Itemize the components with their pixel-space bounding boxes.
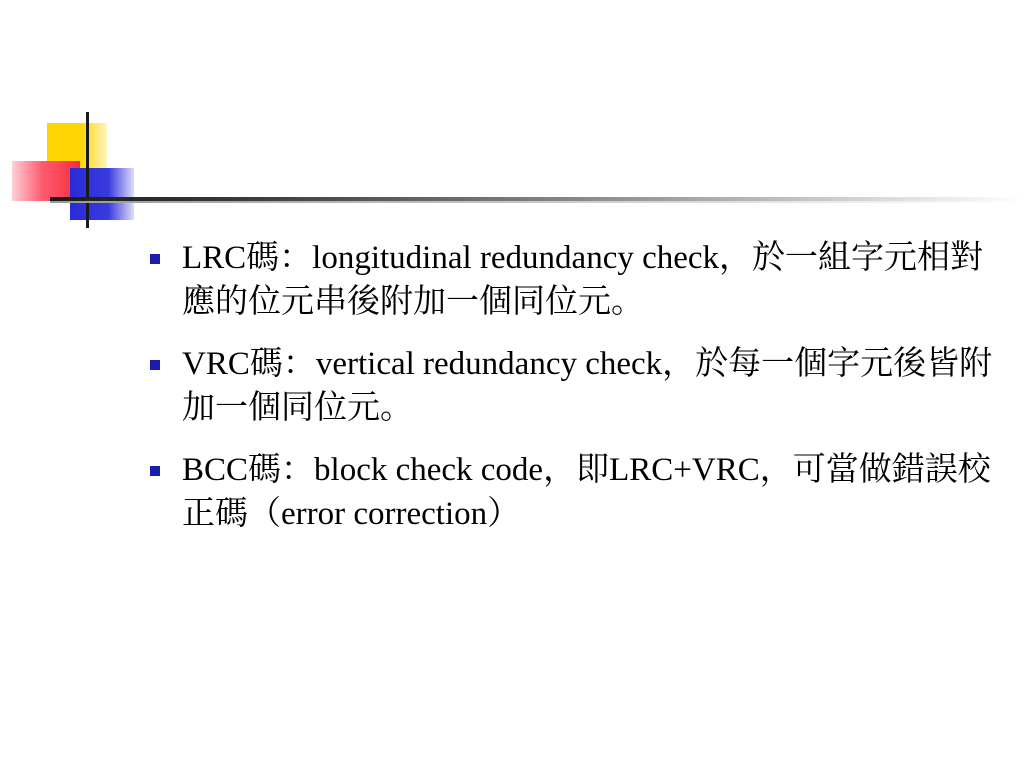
bullet-text: BCC碼：block check code，即LRC+VRC，可當做錯誤校正碼（error correction） bbox=[182, 452, 991, 532]
bullet-text: LRC碼：longitudinal redundancy check，於一組字元相對應的位元串後附加一個同位元。 bbox=[182, 240, 984, 320]
bullet-item-bcc bbox=[150, 448, 1000, 536]
title-divider-shadow bbox=[50, 201, 1024, 203]
bullet-item-vrc bbox=[150, 342, 1000, 430]
logo-vertical-line bbox=[86, 112, 89, 228]
bullet-list bbox=[150, 236, 1000, 554]
bullet-square-icon bbox=[150, 360, 160, 370]
bullet-square-icon bbox=[150, 466, 160, 476]
bullet-square-icon bbox=[150, 254, 160, 264]
logo-blue-square bbox=[70, 168, 134, 220]
bullet-text: VRC碼：vertical redundancy check，於每一個字元後皆附加一個同位元。 bbox=[182, 346, 993, 426]
bullet-item-lrc bbox=[150, 236, 1000, 324]
